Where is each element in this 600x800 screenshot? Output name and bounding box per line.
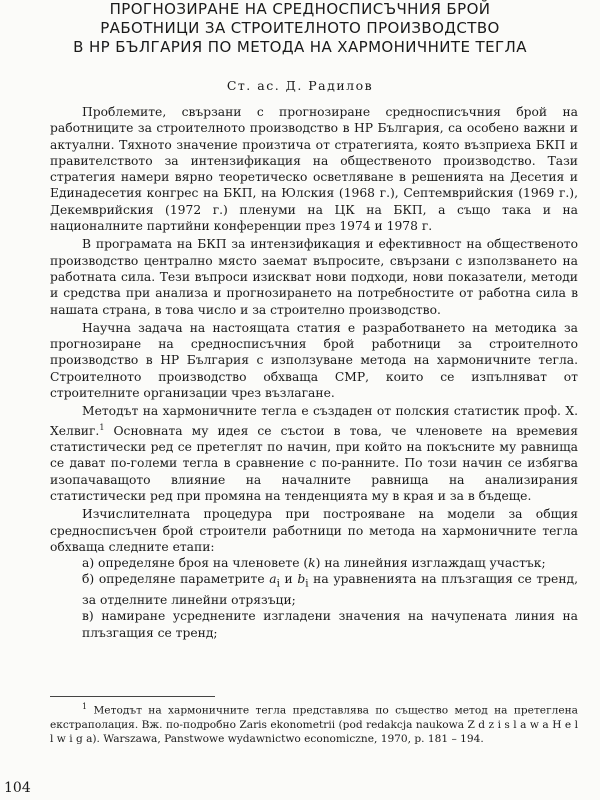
footnote <box>50 700 578 746</box>
hellwig-text-start: Методът на хармоничните тегла е създаден от полския статистик проф. Х. Хелвиг. <box>50 404 578 438</box>
title-line-3: В НР БЪЛГАРИЯ ПО МЕТОДА НА ХАРМОНИЧНИТЕ ТЕГЛА <box>73 38 527 56</box>
footnote-divider <box>50 696 215 697</box>
footnote-text: Методът на хармоничните тегла представлява по същество метод на претеглена екстраполация. Вж. по-подробно Zaris ekonometrii (pod redakcja naukowa Z d z i s l a w a H e l l w i g a). Warszawa, Panstwowe wydawnictwo economiczne, 1970, p. 181 – 194. <box>50 704 578 745</box>
step-a: а) определяне броя на членовете (k) на линейния изглаждащ участък; <box>82 556 546 571</box>
footnote-reference[interactable]: 1 <box>99 422 105 432</box>
paragraph-intro: Проблемите, свързани с прогнозиране средносписъчния брой на работниците за строителното производство в НР България, са особено важни и актуални. Тяхното значение произтича от стратегията, която възприеха БКП и правителството за интензификация на общественото производство. Тази стратегия намери вярно теоретическо осветляване в решенията на Десетия и Единадесетия конгрес на БКП, на Юлския (1968 г.), Септемврийския (1969 г.), Декемврийския (1972 г.) пленуми на ЦК на БКП, а също така и на националните партийни конференции през 1974 и 1978 г. <box>50 105 578 234</box>
paragraph-task: Научна задача на настоящата статия е разработването на методика за прогнозиране на средносписъчния брой работници за строителното производство в НР България с използуване метода на хармоничните тегла. Строителното производство обхваща СМР, които се изпълняват от строителните организации чрез възлагане. <box>50 320 578 401</box>
variable-k: k <box>308 556 316 571</box>
article-title <box>20 0 580 57</box>
paragraph-program: В програмата на БКП за интензификация и ефективност на общественото производство централно място заемат въпросите, свързани с използването на работната сила. Тези въпроси изискват нови подходи, нови показатели, методи и средства при анализа и прогнозирането на потребностите от работна сила в нашата страна, в това число и за строително производство. <box>50 237 578 317</box>
hellwig-text-end: Основната му идея се състои в това, че членовете на времевия статистически ред се претеглят по начин, при който на покъсните му равнища се дават по-големи тегла в сравнение с по-ранните. По този начин се избягва изопачаващото влияние на началните равнища на анализирания статистически ред при промяна на тенденцията му в края и за в бъдеще. <box>50 423 578 503</box>
variable-a: a <box>269 572 277 587</box>
variable-b: b <box>297 572 306 587</box>
author-byline: Ст. ас. Д. Радилов <box>226 78 374 93</box>
step-b: б) определяне параметрите $a_i$ и $b_i$ на уравненията на плъзгащия се тренд, за отделните линейни отрязъци; <box>82 572 579 608</box>
article-body <box>50 104 578 641</box>
page-number: 104 <box>4 780 31 796</box>
paragraph-procedure: Изчислителната процедура при построяване на модели за общия средносписъчен брой строители работници по метода на хармоничните тегла обхваща следните етапи: <box>50 507 578 554</box>
title-line-2: РАБОТНИЦИ ЗА СТРОИТЕЛНОТО ПРОИЗВОДСТВО <box>100 19 500 37</box>
step-c: в) намиране усреднените изгладени значения на начупената линия на плъзгащия се тренд; <box>82 609 578 640</box>
paragraph-hellwig-method <box>50 403 578 504</box>
title-line-1: ПРОГНОЗИРАНЕ НА СРЕДНОСПИСЪЧНИЯ БРОЙ <box>109 0 491 18</box>
footnote-mark: 1 <box>82 702 88 711</box>
procedure-steps-list <box>50 555 578 641</box>
